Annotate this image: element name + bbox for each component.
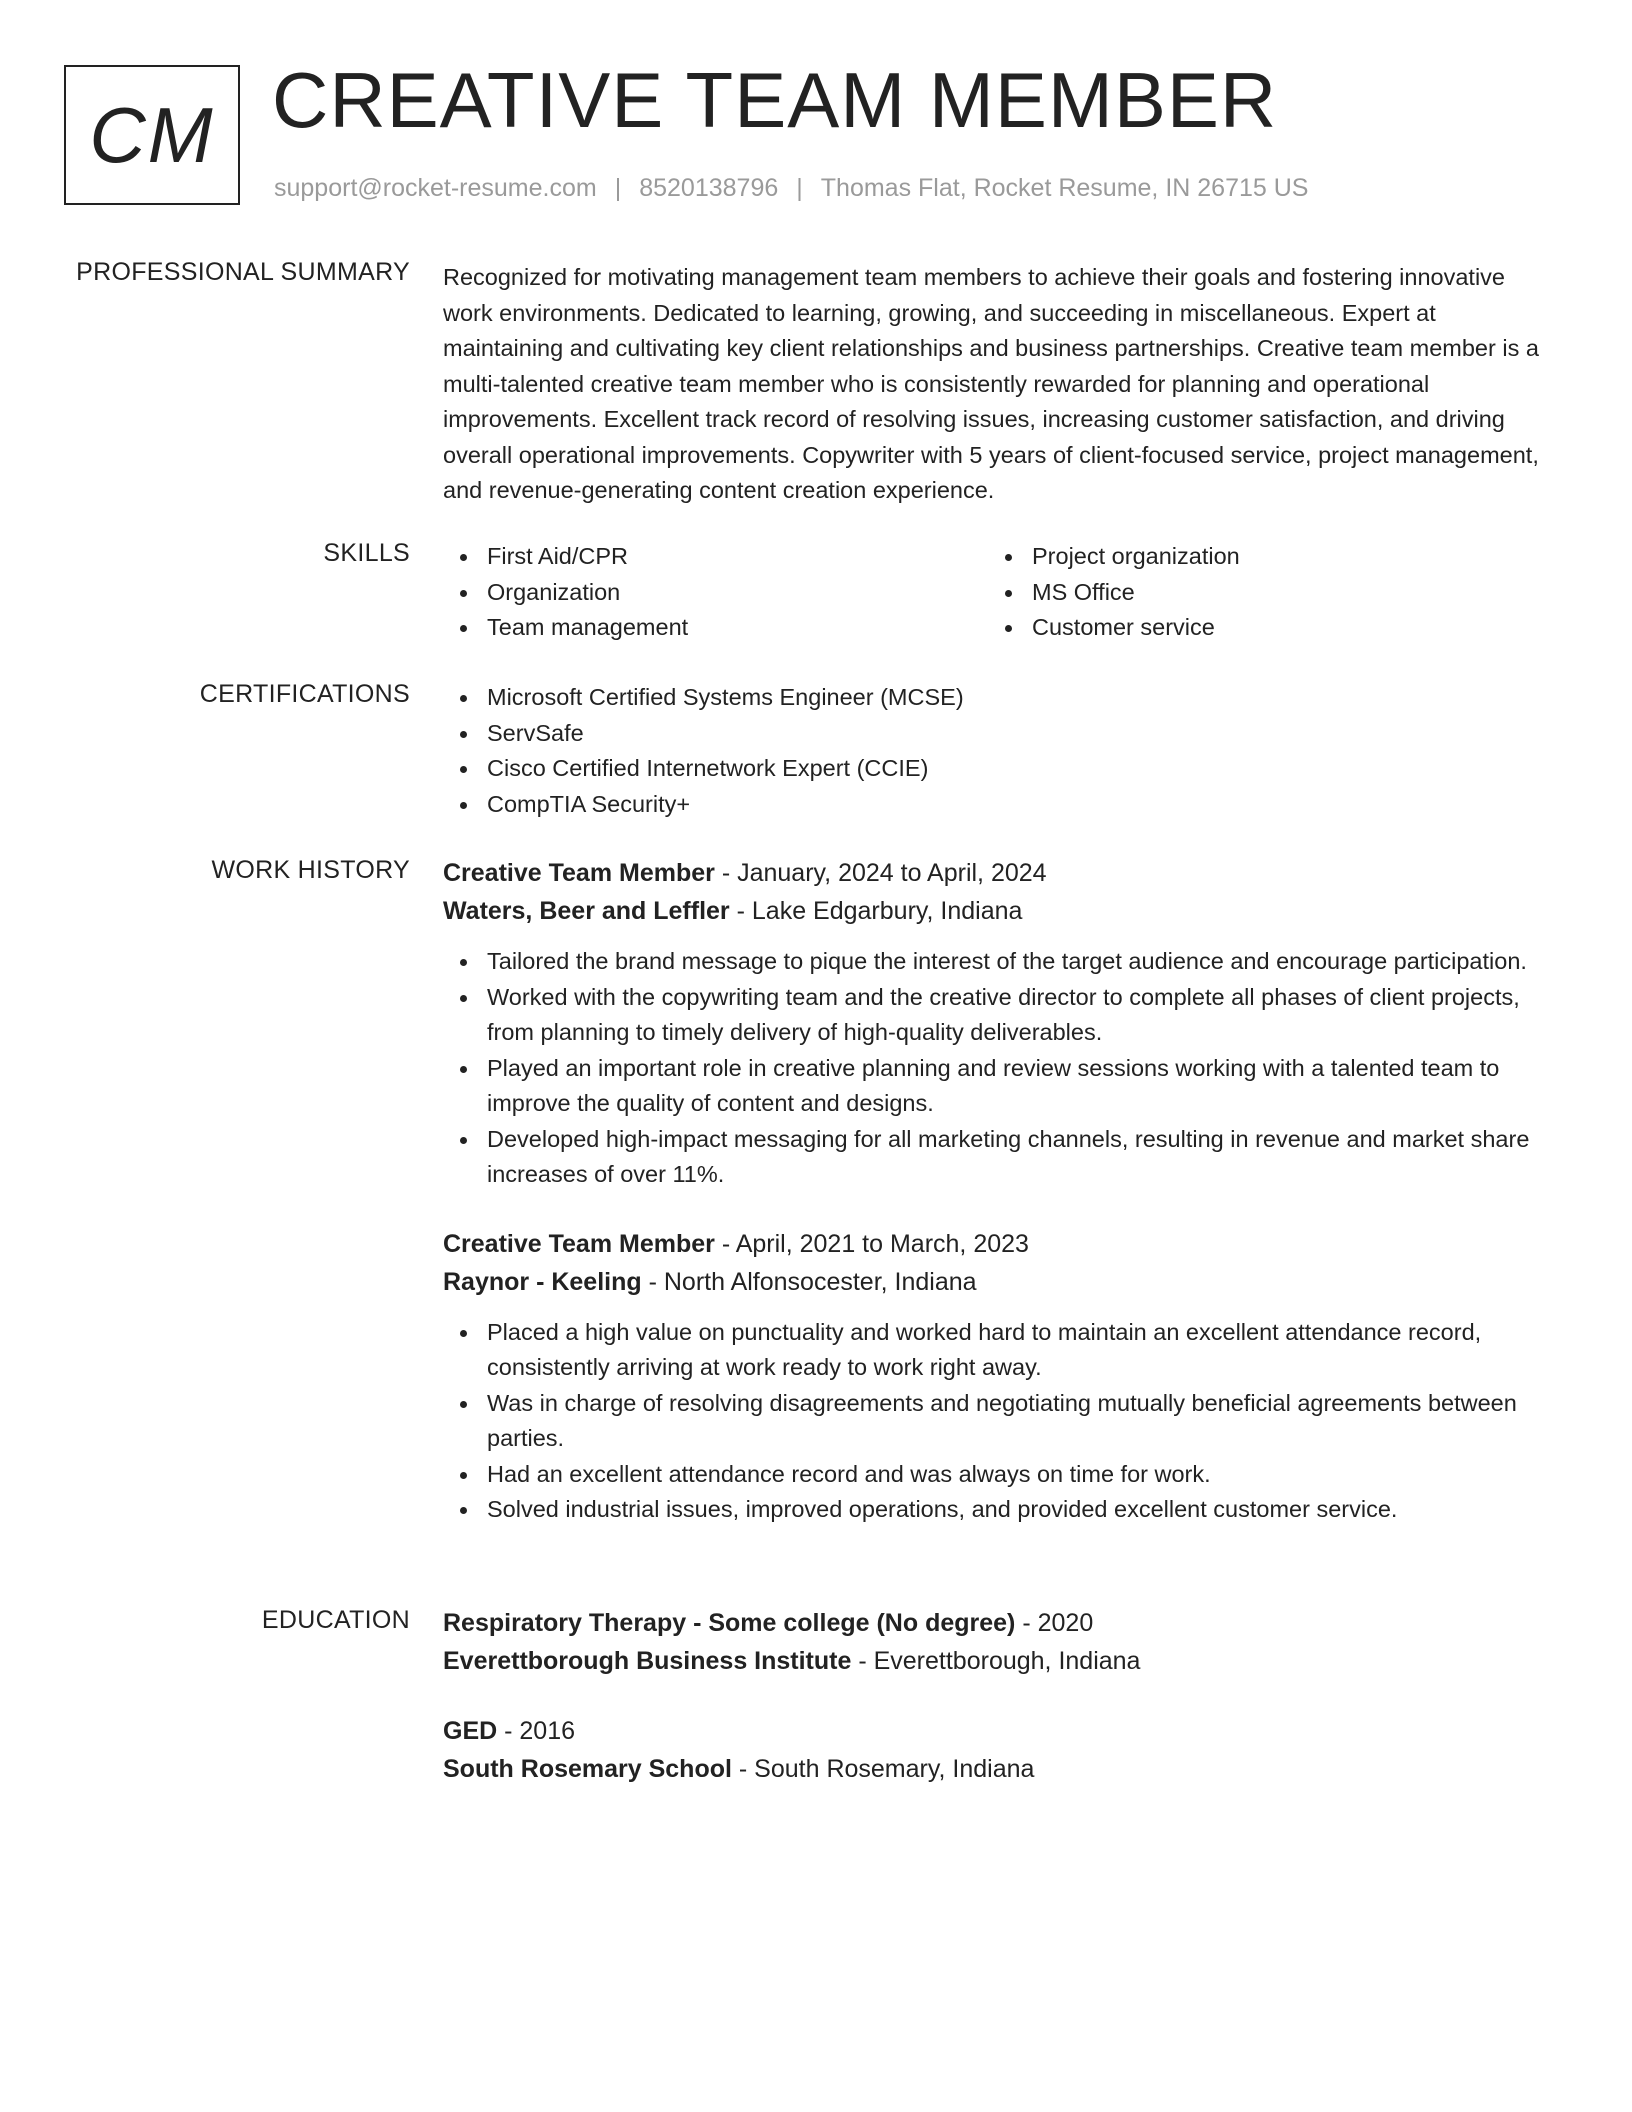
education-degree-line	[443, 1712, 1553, 1750]
certifications-list	[443, 680, 1553, 822]
contact-address: Thomas Flat, Rocket Resume, IN 26715 US	[820, 174, 1309, 202]
job-duty-item: Solved industrial issues, improved operations, and provided excellent customer service.	[443, 1492, 1553, 1528]
job-title: Creative Team Member	[443, 1229, 715, 1258]
contact-separator: |	[614, 174, 622, 202]
job-duty-item: Had an excellent attendance record and was always on time for work.	[443, 1457, 1553, 1493]
education-school: Everettborough Business Institute	[443, 1647, 852, 1675]
certification-item: Cisco Certified Internetwork Expert (CCIE)	[443, 751, 1553, 787]
skills-list-left	[443, 539, 988, 646]
certifications-content	[443, 680, 1553, 822]
job-entry	[443, 1225, 1553, 1528]
contact-phone[interactable]: 8520138796	[639, 174, 779, 202]
skills-content	[443, 539, 1553, 646]
education-degree: GED	[443, 1717, 498, 1745]
job-duties-list	[443, 944, 1553, 1193]
job-duties-list	[443, 1315, 1553, 1528]
education-content	[443, 1604, 1553, 1788]
job-company: Raynor - Keeling	[443, 1267, 642, 1296]
section-heading-skills: SKILLS	[323, 539, 410, 567]
monogram-logo	[64, 65, 240, 205]
section-heading-education: EDUCATION	[261, 1606, 410, 1634]
job-title-line	[443, 1225, 1553, 1263]
job-duty-item: Worked with the copywriting team and the creative director to complete all phases of client projects, from planning to timely delivery of high-quality deliverables.	[443, 980, 1553, 1051]
education-location: - Everettborough, Indiana	[851, 1647, 1141, 1675]
job-duty-item: Developed high-impact messaging for all marketing channels, resulting in revenue and market share increases of over 11%.	[443, 1122, 1553, 1193]
certification-item: CompTIA Security+	[443, 787, 1553, 823]
section-heading-certifications: CERTIFICATIONS	[199, 680, 410, 708]
certification-item: ServSafe	[443, 716, 1553, 752]
job-duty-item: Tailored the brand message to pique the interest of the target audience and encourage participation.	[443, 944, 1553, 980]
certification-item: Microsoft Certified Systems Engineer (MCSE)	[443, 680, 1553, 716]
job-location: - North Alfonsocester, Indiana	[641, 1267, 977, 1296]
job-company: Waters, Beer and Leffler	[443, 897, 730, 925]
education-year: - 2016	[497, 1717, 576, 1745]
skill-item: First Aid/CPR	[443, 539, 988, 575]
job-dates: - January, 2024 to April, 2024	[714, 859, 1047, 887]
education-school-line	[443, 1750, 1553, 1788]
skill-item: Organization	[443, 575, 988, 611]
skill-item: Team management	[443, 610, 988, 646]
summary-content	[443, 260, 1553, 509]
education-entry	[443, 1712, 1553, 1788]
candidate-name: CREATIVE TEAM MEMBER	[272, 56, 1278, 144]
education-entry	[443, 1604, 1553, 1680]
job-company-line	[443, 1263, 1553, 1301]
skill-item: Customer service	[988, 610, 1533, 646]
job-location: - Lake Edgarbury, Indiana	[729, 897, 1023, 925]
education-degree: Respiratory Therapy - Some college (No degree)	[443, 1609, 1016, 1637]
section-heading-work-history: WORK HISTORY	[211, 856, 410, 884]
education-school: South Rosemary School	[443, 1755, 732, 1783]
job-entry	[443, 854, 1553, 1193]
skill-item: Project organization	[988, 539, 1533, 575]
job-title: Creative Team Member	[443, 859, 715, 887]
education-location: - South Rosemary, Indiana	[731, 1755, 1035, 1783]
section-heading-summary: PROFESSIONAL SUMMARY	[76, 258, 410, 286]
job-company-line	[443, 892, 1553, 930]
skills-list-right	[988, 539, 1533, 646]
education-school-line	[443, 1642, 1553, 1680]
contact-email[interactable]: support@rocket-resume.com	[274, 174, 597, 202]
contact-line	[274, 174, 1308, 203]
job-duty-item: Was in charge of resolving disagreements and negotiating mutually beneficial agreements between parties.	[443, 1386, 1553, 1457]
skill-item: MS Office	[988, 575, 1533, 611]
education-year: - 2020	[1015, 1609, 1094, 1637]
education-degree-line	[443, 1604, 1553, 1642]
contact-separator: |	[796, 174, 803, 202]
job-duty-item: Played an important role in creative planning and review sessions working with a talented team to improve the quality of content and designs.	[443, 1051, 1553, 1122]
job-duty-item: Placed a high value on punctuality and worked hard to maintain an excellent attendance record, consistently arriving at work ready to work right away.	[443, 1315, 1553, 1386]
work-history-content	[443, 854, 1553, 1528]
summary-text: Recognized for motivating management team members to achieve their goals and fostering innovative work environments. Dedicated to learning, growing, and succeeding in miscellaneous. Expert at maintaining and cultivating key client relationships and business partnerships. Creative team member is a multi-talented creative team member who is consistently rewarded for planning and operational improvements. Excellent track record of resolving issues, increasing customer satisfaction, and driving overall operational improvements. Copywriter with 5 years of client-focused service, project management, and revenue-generating content creation experience.	[443, 264, 1539, 503]
job-title-line	[443, 854, 1553, 892]
monogram-text: CM	[89, 90, 215, 179]
job-dates: - April, 2021 to March, 2023	[714, 1229, 1029, 1258]
